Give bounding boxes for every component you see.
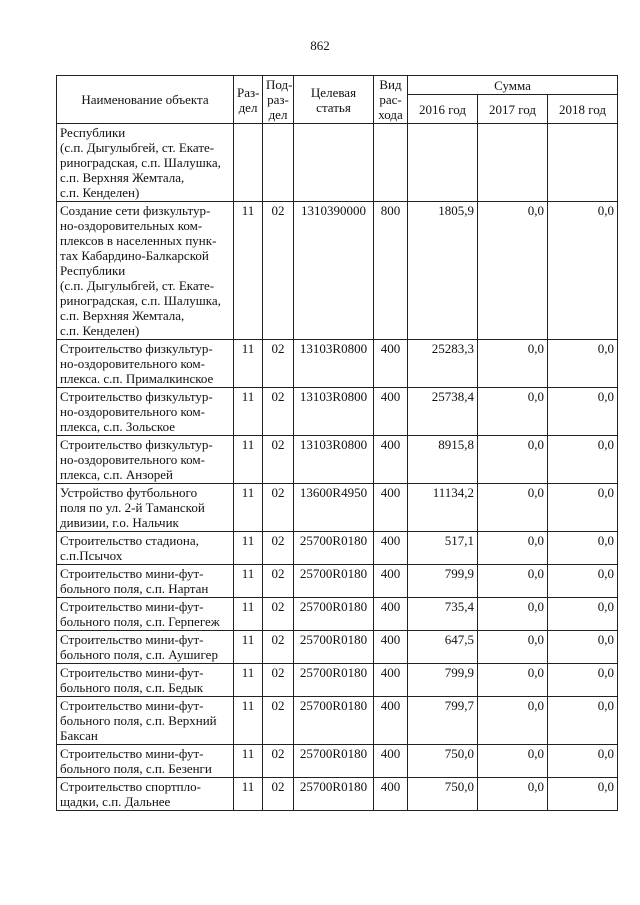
row-expense-type: 400 [374, 697, 408, 745]
row-sum-2017: 0,0 [478, 484, 548, 532]
row-sum-2017: 0,0 [478, 436, 548, 484]
row-sum-2018: 0,0 [548, 484, 618, 532]
row-expense-type: 400 [374, 565, 408, 598]
table-row [57, 565, 618, 598]
row-target-article: 25700R0180 [294, 697, 374, 745]
row-sum-2017: 0,0 [478, 532, 548, 565]
row-section: 11 [234, 532, 263, 565]
row-target-article: 25700R0180 [294, 565, 374, 598]
row-sum-2017: 0,0 [478, 631, 548, 664]
row-name: Строительство мини-фут- больного поля, с.п. Верхний Баксан [57, 697, 234, 745]
row-target-article: 1310390000 [294, 202, 374, 340]
row-sum-2018: 0,0 [548, 778, 618, 811]
row-sum-2016: 8915,8 [408, 436, 478, 484]
row-name: Строительство мини-фут- больного поля, с.п. Герпегеж [57, 598, 234, 631]
row-name: Строительство стадиона, с.п.Псычох [57, 532, 234, 565]
row-name: Устройство футбольного поля по ул. 2-й Таманской дивизии, г.о. Нальчик [57, 484, 234, 532]
row-sum-2018: 0,0 [548, 697, 618, 745]
row-section: 11 [234, 598, 263, 631]
row-expense-type: 400 [374, 484, 408, 532]
table-row [57, 697, 618, 745]
row-sum-2016: 750,0 [408, 745, 478, 778]
row-sum-2016: 750,0 [408, 778, 478, 811]
header-year-2016: 2016 год [408, 95, 478, 124]
row-expense-type: 400 [374, 664, 408, 697]
row-sum-2017: 0,0 [478, 202, 548, 340]
row-sum-2017: 0,0 [478, 778, 548, 811]
row-name: Создание сети физкультур- но-оздоровительных ком- плексов в населенных пунк- тах Кабардино-Балкарской Республики (с.п. Дыгулыбгей, ст. Екате- риноградская, с.п. Шалушка, с.п. Верхняя Жемтала, с.п. Кенделен) [57, 202, 234, 340]
row-sum-2018 [548, 124, 618, 202]
table-row [57, 124, 618, 202]
row-subsection: 02 [263, 778, 294, 811]
row-sum-2016: 517,1 [408, 532, 478, 565]
row-subsection: 02 [263, 340, 294, 388]
table-row [57, 340, 618, 388]
row-sum-2016: 647,5 [408, 631, 478, 664]
row-subsection: 02 [263, 484, 294, 532]
row-target-article: 25700R0180 [294, 664, 374, 697]
table-row [57, 778, 618, 811]
row-name: Строительство мини-фут- больного поля, с.п. Бедык [57, 664, 234, 697]
row-sum-2016: 735,4 [408, 598, 478, 631]
row-sum-2017 [478, 124, 548, 202]
row-section: 11 [234, 484, 263, 532]
row-sum-2017: 0,0 [478, 565, 548, 598]
row-target-article [294, 124, 374, 202]
table-row [57, 631, 618, 664]
row-section: 11 [234, 436, 263, 484]
row-section [234, 124, 263, 202]
row-subsection: 02 [263, 532, 294, 565]
row-sum-2018: 0,0 [548, 340, 618, 388]
row-sum-2017: 0,0 [478, 664, 548, 697]
table-row [57, 598, 618, 631]
row-name: Строительство физкультур- но-оздоровительного ком- плекса, с.п. Анзорей [57, 436, 234, 484]
row-name: Строительство мини-фут- больного поля, с.п. Безенги [57, 745, 234, 778]
row-sum-2018: 0,0 [548, 631, 618, 664]
header-year-2017: 2017 год [478, 95, 548, 124]
row-sum-2017: 0,0 [478, 697, 548, 745]
page-number: 862 [310, 38, 330, 53]
row-sum-2018: 0,0 [548, 745, 618, 778]
row-target-article: 13600R4950 [294, 484, 374, 532]
row-name: Строительство физкультур- но-оздоровительного ком- плекса. с.п. Прималкинское [57, 340, 234, 388]
row-subsection: 02 [263, 565, 294, 598]
header-expense-type: Вид рас- хода [374, 76, 408, 124]
row-sum-2018: 0,0 [548, 436, 618, 484]
row-section: 11 [234, 664, 263, 697]
budget-table [56, 75, 618, 811]
row-expense-type: 400 [374, 745, 408, 778]
row-sum-2017: 0,0 [478, 388, 548, 436]
row-subsection: 02 [263, 697, 294, 745]
row-sum-2017: 0,0 [478, 340, 548, 388]
row-section: 11 [234, 745, 263, 778]
table-row [57, 532, 618, 565]
row-target-article: 25700R0180 [294, 631, 374, 664]
row-target-article: 25700R0180 [294, 745, 374, 778]
row-sum-2017: 0,0 [478, 598, 548, 631]
row-subsection: 02 [263, 664, 294, 697]
row-subsection: 02 [263, 631, 294, 664]
header-name: Наименование объекта [57, 76, 234, 124]
table-row [57, 484, 618, 532]
header-subsection: Под- раз- дел [263, 76, 294, 124]
row-sum-2016 [408, 124, 478, 202]
row-sum-2018: 0,0 [548, 598, 618, 631]
table-row [57, 436, 618, 484]
row-expense-type: 400 [374, 778, 408, 811]
row-section: 11 [234, 697, 263, 745]
table-row [57, 202, 618, 340]
row-expense-type: 400 [374, 436, 408, 484]
row-target-article: 13103R0800 [294, 436, 374, 484]
row-expense-type: 400 [374, 598, 408, 631]
row-section: 11 [234, 202, 263, 340]
row-sum-2017: 0,0 [478, 745, 548, 778]
row-expense-type [374, 124, 408, 202]
header-target-article: Целевая статья [294, 76, 374, 124]
row-subsection: 02 [263, 598, 294, 631]
row-target-article: 25700R0180 [294, 778, 374, 811]
row-sum-2018: 0,0 [548, 202, 618, 340]
row-sum-2018: 0,0 [548, 388, 618, 436]
row-sum-2018: 0,0 [548, 565, 618, 598]
table-body [57, 124, 618, 811]
row-subsection: 02 [263, 388, 294, 436]
row-expense-type: 800 [374, 202, 408, 340]
row-subsection [263, 124, 294, 202]
row-sum-2016: 25283,3 [408, 340, 478, 388]
row-expense-type: 400 [374, 340, 408, 388]
row-name: Республики (с.п. Дыгулыбгей, ст. Екате- риноградская, с.п. Шалушка, с.п. Верхняя Жемтала, с.п. Кенделен) [57, 124, 234, 202]
row-name: Строительство мини-фут- больного поля, с.п. Аушигер [57, 631, 234, 664]
row-subsection: 02 [263, 745, 294, 778]
row-target-article: 13103R0800 [294, 388, 374, 436]
row-target-article: 25700R0180 [294, 598, 374, 631]
row-sum-2016: 799,9 [408, 664, 478, 697]
header-sum: Сумма [408, 76, 618, 95]
table-row [57, 388, 618, 436]
row-target-article: 25700R0180 [294, 532, 374, 565]
table-row [57, 745, 618, 778]
row-section: 11 [234, 778, 263, 811]
row-section: 11 [234, 631, 263, 664]
row-sum-2018: 0,0 [548, 664, 618, 697]
row-sum-2016: 799,7 [408, 697, 478, 745]
row-expense-type: 400 [374, 532, 408, 565]
header-year-2018: 2018 год [548, 95, 618, 124]
row-sum-2018: 0,0 [548, 532, 618, 565]
row-sum-2016: 25738,4 [408, 388, 478, 436]
row-expense-type: 400 [374, 388, 408, 436]
header-section: Раз- дел [234, 76, 263, 124]
row-section: 11 [234, 565, 263, 598]
row-subsection: 02 [263, 202, 294, 340]
row-name: Строительство спортпло- щадки, с.п. Дальнее [57, 778, 234, 811]
row-sum-2016: 1805,9 [408, 202, 478, 340]
row-subsection: 02 [263, 436, 294, 484]
row-sum-2016: 11134,2 [408, 484, 478, 532]
row-expense-type: 400 [374, 631, 408, 664]
row-section: 11 [234, 388, 263, 436]
row-sum-2016: 799,9 [408, 565, 478, 598]
row-section: 11 [234, 340, 263, 388]
row-name: Строительство физкультур- но-оздоровительного ком- плекса, с.п. Зольское [57, 388, 234, 436]
row-target-article: 13103R0800 [294, 340, 374, 388]
table-row [57, 664, 618, 697]
row-name: Строительство мини-фут- больного поля, с.п. Нартан [57, 565, 234, 598]
